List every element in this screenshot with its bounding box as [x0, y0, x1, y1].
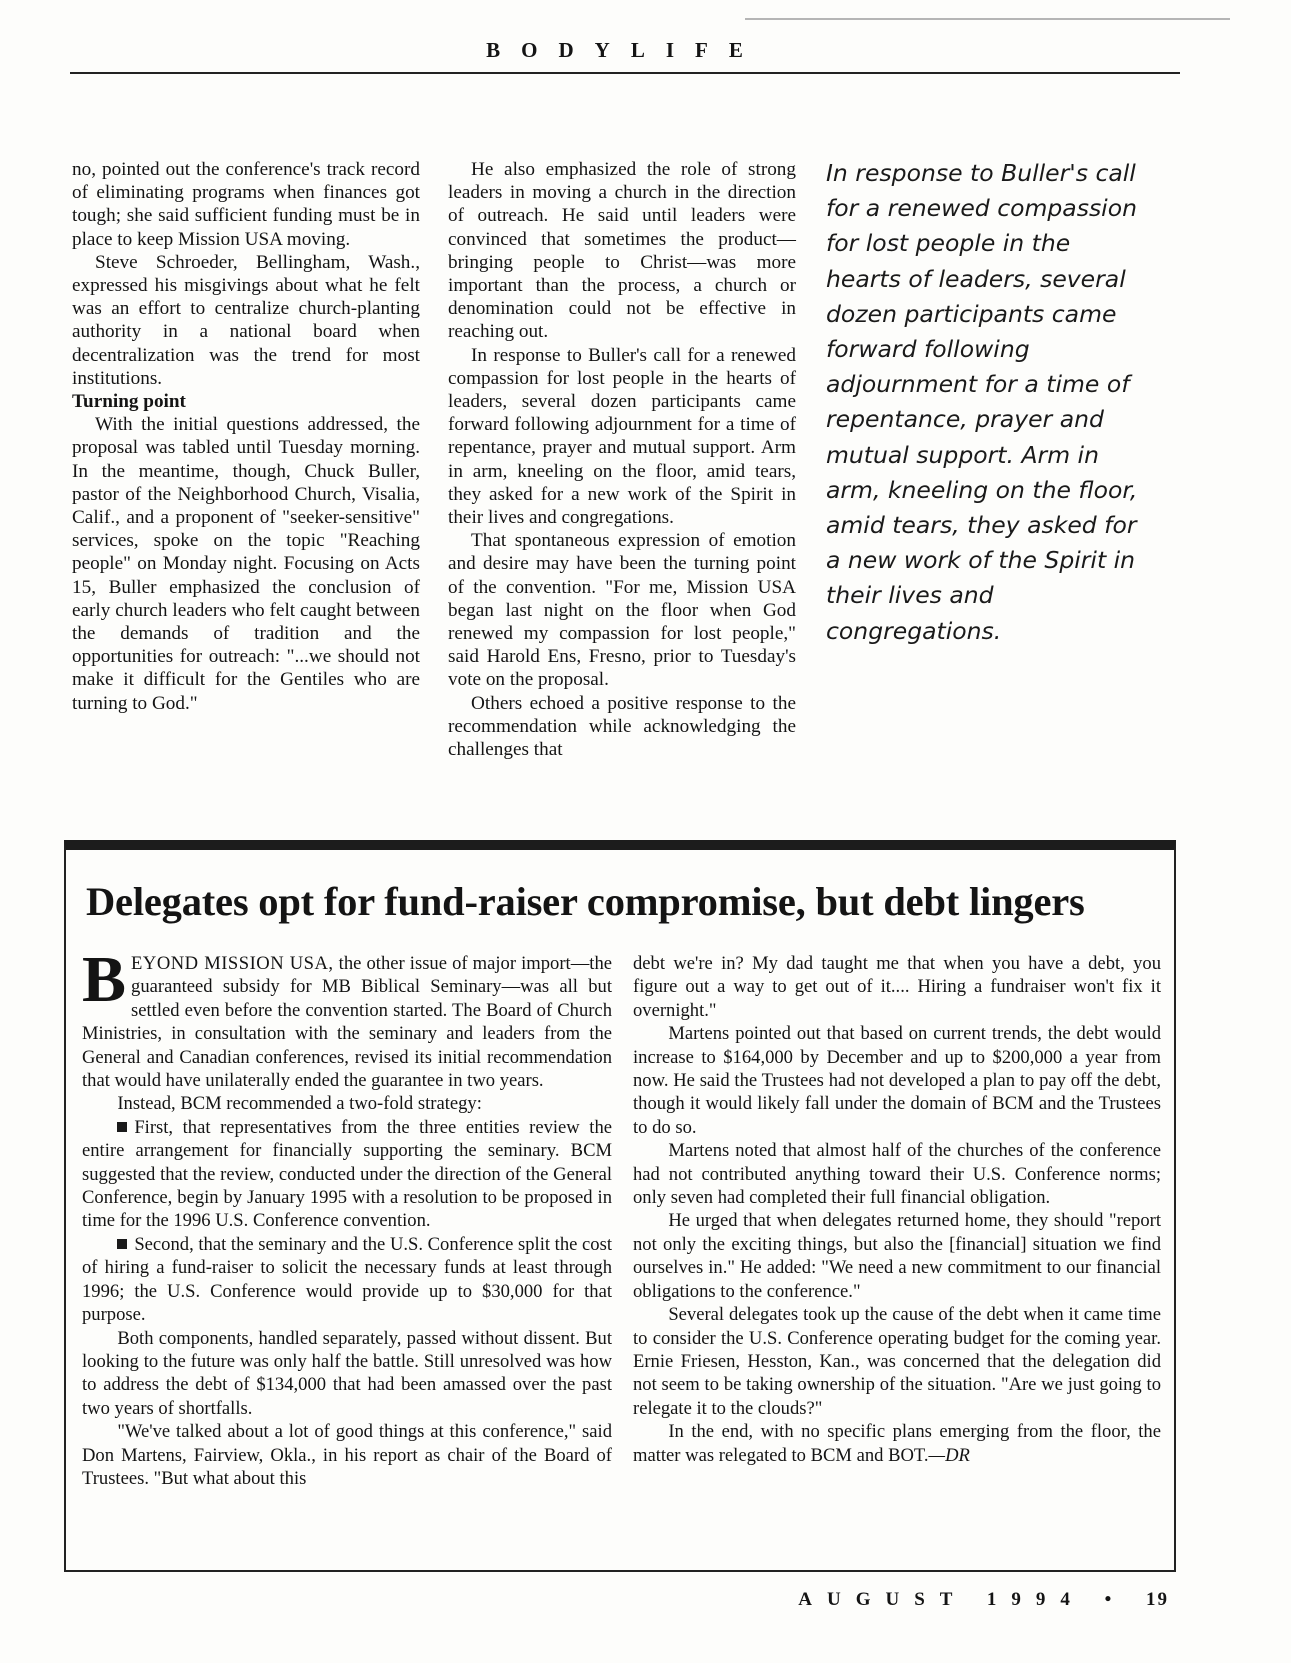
sidebar-column-1 [82, 943, 613, 1490]
square-bullet-icon [117, 1239, 127, 1249]
paragraph: In response to Buller's call for a renewed compassion for lost people in the hearts of leaders, several dozen participants came forward following adjournment for a time of repentance, prayer and mutual support. Arm in arm, kneeling on the floor, amid tears, they asked for a new work of the Spirit in their lives and congregations. [448, 344, 796, 529]
pull-quote: In response to Buller's call for a renewed compassion for lost people in the hearts of leaders, several dozen participants came forward following adjournment for a time of repentance, prayer and mutual support. Arm in arm, kneeling on the floor, amid tears, they asked for a new work of the Spirit in their lives and congregations. [826, 159, 1138, 645]
paragraph-text: Second, that the seminary and the U.S. Conference split the cost of hiring a fund-raiser to solicit the necessary funds at least through 1996; the U.S. Conference would provide up to $30,000 for that purpose. [82, 1233, 612, 1326]
paragraph: Steve Schroeder, Bellingham, Wash., expressed his misgivings about what he felt was an effort to centralize church-planting authority in a national board when decentralization was the trend for most institutions. [72, 251, 420, 389]
article-column-1 [72, 158, 420, 715]
sidebar-box [64, 840, 1176, 1572]
drop-cap: B [82, 943, 127, 1016]
paragraph: He urged that when delegates returned home, they should "report not only the exciting things, but also the [financial] situation we find ourselves in." He added: "We need a new commitment to our financial obligations to the conference." [633, 1210, 1161, 1302]
paragraph: "We've talked about a lot of good things at this conference," said Don Martens, Fairview, Okla., in his report as chair of the Board of Trustees. "But what about this [82, 1421, 612, 1489]
paragraph-text: First, that representatives from the three entities review the entire arrangement for financially supporting the seminary. BCM suggested that the review, conducted under the direction of the General Conference, begin by January 1995 with a resolution to be proposed in time for the 1996 U.S. Conference convention. [82, 1116, 612, 1232]
subheading: Turning point [72, 391, 186, 413]
section-header: BODYLIFE [486, 38, 764, 62]
paragraph-text: In the end, with no specific plans emerging from the floor, the matter was relegated to BCM and BOT. [633, 1421, 1161, 1466]
paragraph: Both components, handled separately, passed without dissent. But looking to the future was only half the battle. Still unresolved was how to address the debt of $134,000 that had been amassed over the past two years of shortfalls. [82, 1327, 612, 1419]
paragraph: no, pointed out the conference's track record of eliminating programs when finances got tough; she said sufficient funding must be in place to keep Mission USA moving. [72, 159, 420, 250]
paragraph: Several delegates took up the cause of the debt when it came time to consider the U.S. Conference operating budget for the coming year. Ernie Friesen, Hesston, Kan., was concerned that the delegation did not seem to be taking ownership of the situation. "Are we just going to relegate it to the clouds?" [633, 1304, 1161, 1419]
paragraph: That spontaneous expression of emotion and desire may have been the turning point of the convention. "For me, Mission USA began last night on the floor when God renewed my compassion for lost people," said Harold Ens, Fresno, prior to Tuesday's vote on the proposal. [448, 530, 796, 691]
article-column-2 [448, 158, 796, 761]
paragraph: Others echoed a positive response to the recommendation while acknowledging the challenges that [448, 692, 796, 761]
square-bullet-icon [117, 1122, 127, 1132]
page-number: 19 [1146, 1589, 1169, 1610]
issue-date: AUGUST 1994 [798, 1589, 1085, 1610]
footer-separator: • [1104, 1589, 1127, 1610]
final-paragraph [633, 1420, 1161, 1467]
bullet-paragraph [82, 1233, 612, 1327]
lead-caps: EYOND MISSION USA, [131, 953, 334, 974]
page-footer [798, 1589, 1169, 1611]
paragraph: debt we're in? My dad taught me that when you have a debt, you figure out a way to get out of it.... Hiring a fundraiser won't fix it overnight." [633, 953, 1161, 1021]
author-initials: —DR [928, 1444, 970, 1466]
header-rule [70, 72, 1180, 74]
paragraph: With the initial questions addressed, the proposal was tabled until Tuesday morning. In the meantime, though, Chuck Buller, pastor of the Neighborhood Church, Visalia, Calif., and a proponent of "seeker-sensitive" services, spoke on the topic "Reaching people" on Monday night. Focusing on Acts 15, Buller emphasized the conclusion of early church leaders who felt caught between the demands of tradition and the opportunities for outreach: "...we should not make it difficult for the Gentiles who are turning to God." [72, 414, 420, 714]
paragraph: Instead, BCM recommended a two-fold strategy: [117, 1093, 482, 1115]
paragraph-text: the other issue of major import—the guaranteed subsidy for MB Biblical Seminary—was all but settled even before the convention started. The Board of Church Ministries, in consultation with the seminary and leaders from the General and Canadian conferences, revised its initial recommendation that would have unilaterally ended the guarantee in two years. [82, 953, 613, 1092]
sidebar-column-2 [633, 952, 1161, 1467]
paragraph: Martens noted that almost half of the churches of the conference had not contributed anything toward their U.S. Conference norms; only seven had completed their full financial obligation. [633, 1140, 1161, 1209]
sidebar-headline: Delegates opt for fund-raiser compromise, but debt lingers [86, 879, 1085, 924]
lead-paragraph [82, 943, 613, 1092]
paragraph: Martens pointed out that based on current trends, the debt would increase to $164,000 by December and up to $200,000 a year from now. He said the Trustees had not developed a plan to pay off the debt, though it would likely fall under the domain of BCM and the Trustees to do so. [633, 1023, 1161, 1138]
top-thin-rule [745, 18, 1230, 20]
paragraph: He also emphasized the role of strong leaders in moving a church in the direction of outreach. He said until leaders were convinced that sometimes the product—bringing people to Christ—was more important than the process, a church or denomination could not be effective in reaching out. [448, 159, 796, 343]
bullet-paragraph [82, 1116, 612, 1233]
